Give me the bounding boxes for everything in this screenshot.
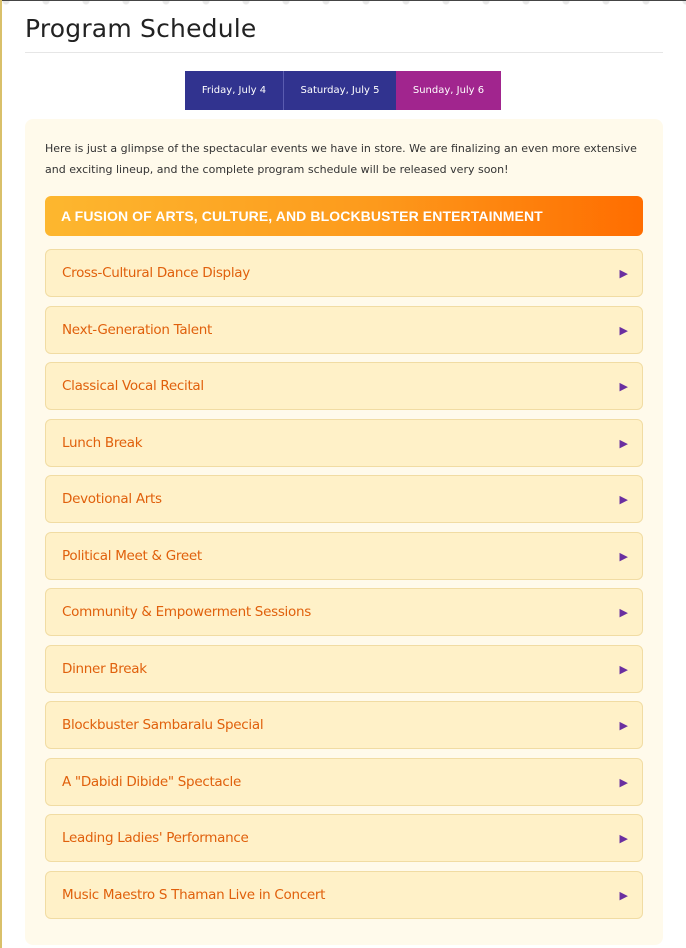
event-label: Community & Empowerment Sessions [62,604,311,620]
page-title: Program Schedule [25,14,257,43]
triangle-right-icon: ▶ [619,323,628,337]
left-border [0,0,2,948]
title-divider [25,52,663,53]
event-item[interactable] [45,814,643,862]
tab-saturday[interactable]: Saturday, July 5 [284,71,396,110]
triangle-right-icon: ▶ [619,606,628,619]
top-pattern [0,1,686,6]
triangle-right-icon: ▶ [619,719,628,732]
event-label: Dinner Break [62,660,147,677]
schedule-panel [25,119,663,945]
event-item[interactable] [45,532,643,580]
triangle-right-icon: ▶ [619,662,628,676]
event-label: Political Meet & Greet [62,547,202,564]
intro-text: Here is just a glimpse of the spectacular events we have in store. We are finalizing an even more extensive and exciting lineup, and the complete program schedule will be released very soon! [45,142,637,176]
event-item[interactable] [45,701,643,749]
event-item[interactable] [45,249,643,297]
event-label: Blockbuster Sambaralu Special [62,717,264,733]
banner-text: A FUSION OF ARTS, CULTURE, AND BLOCKBUSTER ENTERTAINMENT [61,208,543,224]
top-decorative-strip [0,0,686,6]
event-label: Classical Vocal Recital [62,378,204,394]
triangle-right-icon: ▶ [619,832,628,845]
day-tabs [185,71,501,110]
event-item[interactable] [45,758,643,806]
tab-friday[interactable]: Friday, July 4 [185,71,284,110]
event-item[interactable] [45,645,643,693]
triangle-right-icon: ▶ [619,436,628,450]
triangle-right-icon: ▶ [619,493,628,506]
event-item[interactable] [45,306,643,354]
event-label: Music Maestro S Thaman Live in Concert [62,886,326,903]
event-label: Leading Ladies' Performance [62,830,249,846]
triangle-right-icon: ▶ [619,775,628,789]
event-label: Lunch Break [62,434,143,451]
triangle-right-icon: ▶ [619,380,628,393]
event-item[interactable] [45,588,643,636]
event-label: A "Dabidi Dibide" Spectacle [62,773,241,790]
event-item[interactable] [45,419,643,467]
triangle-right-icon: ▶ [619,549,628,563]
event-label: Next-Generation Talent [62,321,213,338]
triangle-right-icon: ▶ [619,888,628,902]
event-item[interactable] [45,871,643,919]
section-banner [45,196,643,236]
triangle-right-icon: ▶ [619,267,628,280]
event-item[interactable] [45,475,643,523]
event-item[interactable] [45,362,643,410]
event-label: Cross-Cultural Dance Display [62,265,250,281]
tab-sunday[interactable]: Sunday, July 6 [396,71,501,110]
event-label: Devotional Arts [62,491,162,507]
